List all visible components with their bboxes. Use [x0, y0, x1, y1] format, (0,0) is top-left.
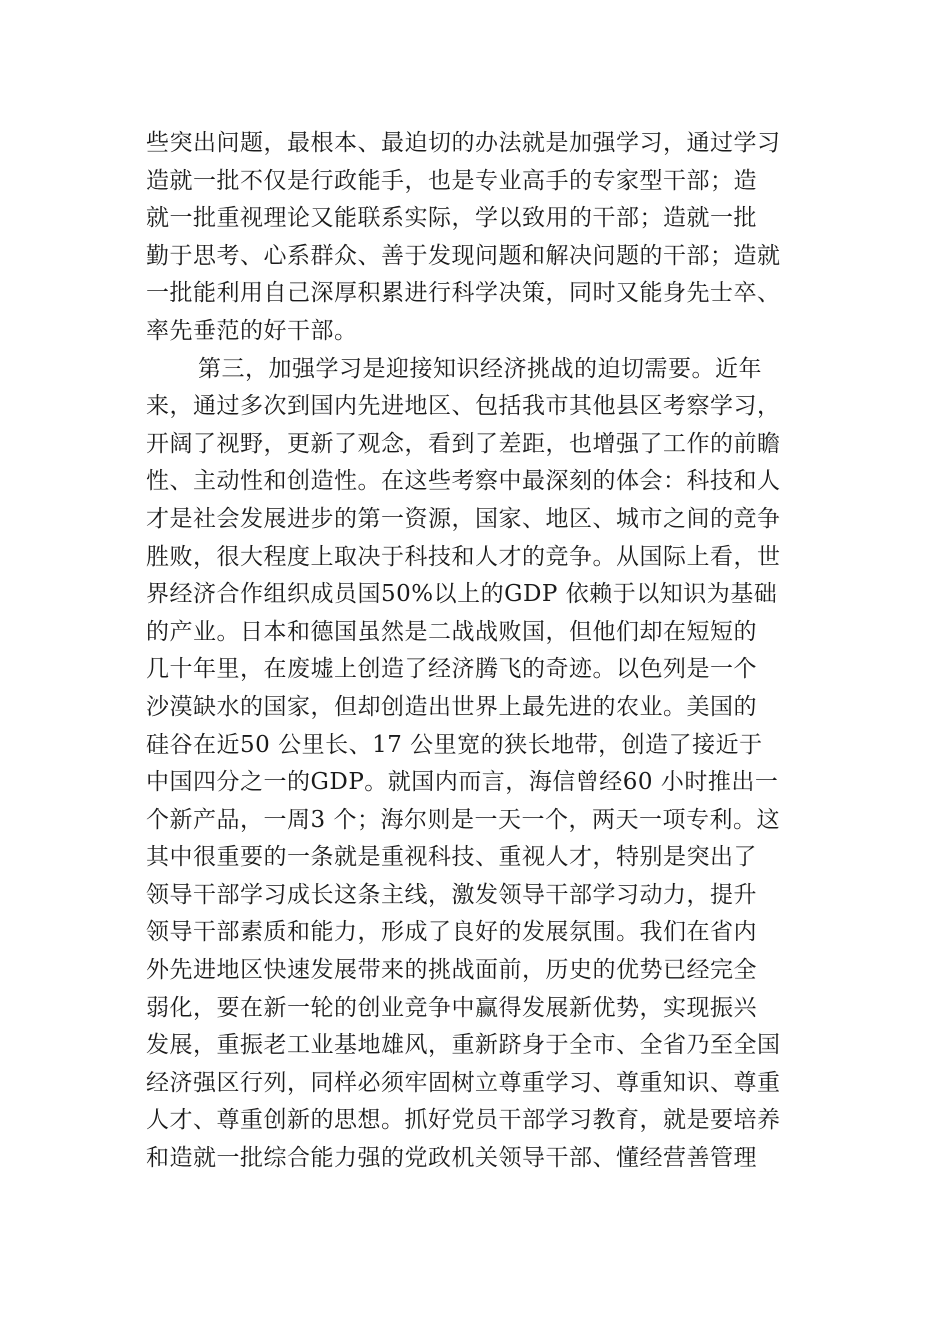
text-line: 造就一批不仅是行政能手，也是专业高手的专家型干部；造 [146, 167, 757, 194]
text-line: 一批能利用自己深厚积累进行科学决策，同时又能身先士卒、 [146, 280, 781, 307]
text-line: 性、主动性和创造性。在这些考察中最深刻的体会：科技和人 [146, 468, 781, 495]
text-line: 领导干部学习成长这条主线，激发领导干部学习动力，提升 [146, 881, 757, 908]
text-line: 弱化，要在新一轮的创业竞争中赢得发展新优势，实现振兴 [146, 994, 757, 1021]
text-line: 胜败，很大程度上取决于科技和人才的竞争。从国际上看，世 [146, 543, 781, 570]
text-line: 外先进地区快速发展带来的挑战面前，历史的优势已经完全 [146, 957, 757, 984]
text-line: 其中很重要的一条就是重视科技、重视人才，特别是突出了 [146, 844, 757, 871]
text-line: 领导干部素质和能力，形成了良好的发展氛围。我们在省内 [146, 919, 757, 946]
text-line: 发展，重振老工业基地雄风，重新跻身于全市、全省乃至全国 [146, 1032, 781, 1059]
text-line: 和造就一批综合能力强的党政机关领导干部、懂经营善管理 [146, 1145, 757, 1172]
body-text [146, 125, 826, 1178]
text-line: 率先垂范的好干部。 [146, 317, 358, 344]
text-line: 沙漠缺水的国家，但却创造出世界上最先进的农业。美国的 [146, 693, 757, 720]
text-line: 个新产品，一周3 个；海尔则是一天一个，两天一项专利。这 [146, 806, 780, 833]
text-line: 就一批重视理论又能联系实际，学以致用的干部；造就一批 [146, 205, 757, 232]
text-line: 几十年里，在废墟上创造了经济腾飞的奇迹。以色列是一个 [146, 656, 757, 683]
text-line: 界经济合作组织成员国50%以上的GDP 依赖于以知识为基础 [146, 581, 778, 608]
text-line: 勤于思考、心系群众、善于发现问题和解决问题的干部；造就 [146, 242, 781, 269]
text-line: 人才、尊重创新的思想。抓好党员干部学习教育，就是要培养 [146, 1107, 781, 1134]
text-line: 硅谷在近50 公里长、17 公里宽的狭长地带，创造了接近于 [146, 731, 763, 758]
text-line: 中国四分之一的GDP。就国内而言，海信曾经60 小时推出一 [146, 769, 779, 796]
text-line: 才是社会发展进步的第一资源，国家、地区、城市之间的竞争 [146, 505, 781, 532]
text-line: 开阔了视野，更新了观念，看到了差距，也增强了工作的前瞻 [146, 430, 781, 457]
text-line: 些突出问题，最根本、最迫切的办法就是加强学习，通过学习 [146, 130, 781, 156]
text-line: 经济强区行列，同样必须牢固树立尊重学习、尊重知识、尊重 [146, 1069, 781, 1096]
paragraph-start-line: 第三，加强学习是迎接知识经济挑战的迫切需要。近年 [198, 355, 762, 382]
text-line: 的产业。日本和德国虽然是二战战败国，但他们却在短短的 [146, 618, 757, 645]
text-line: 来，通过多次到国内先进地区、包括我市其他县区考察学习， [146, 393, 781, 420]
